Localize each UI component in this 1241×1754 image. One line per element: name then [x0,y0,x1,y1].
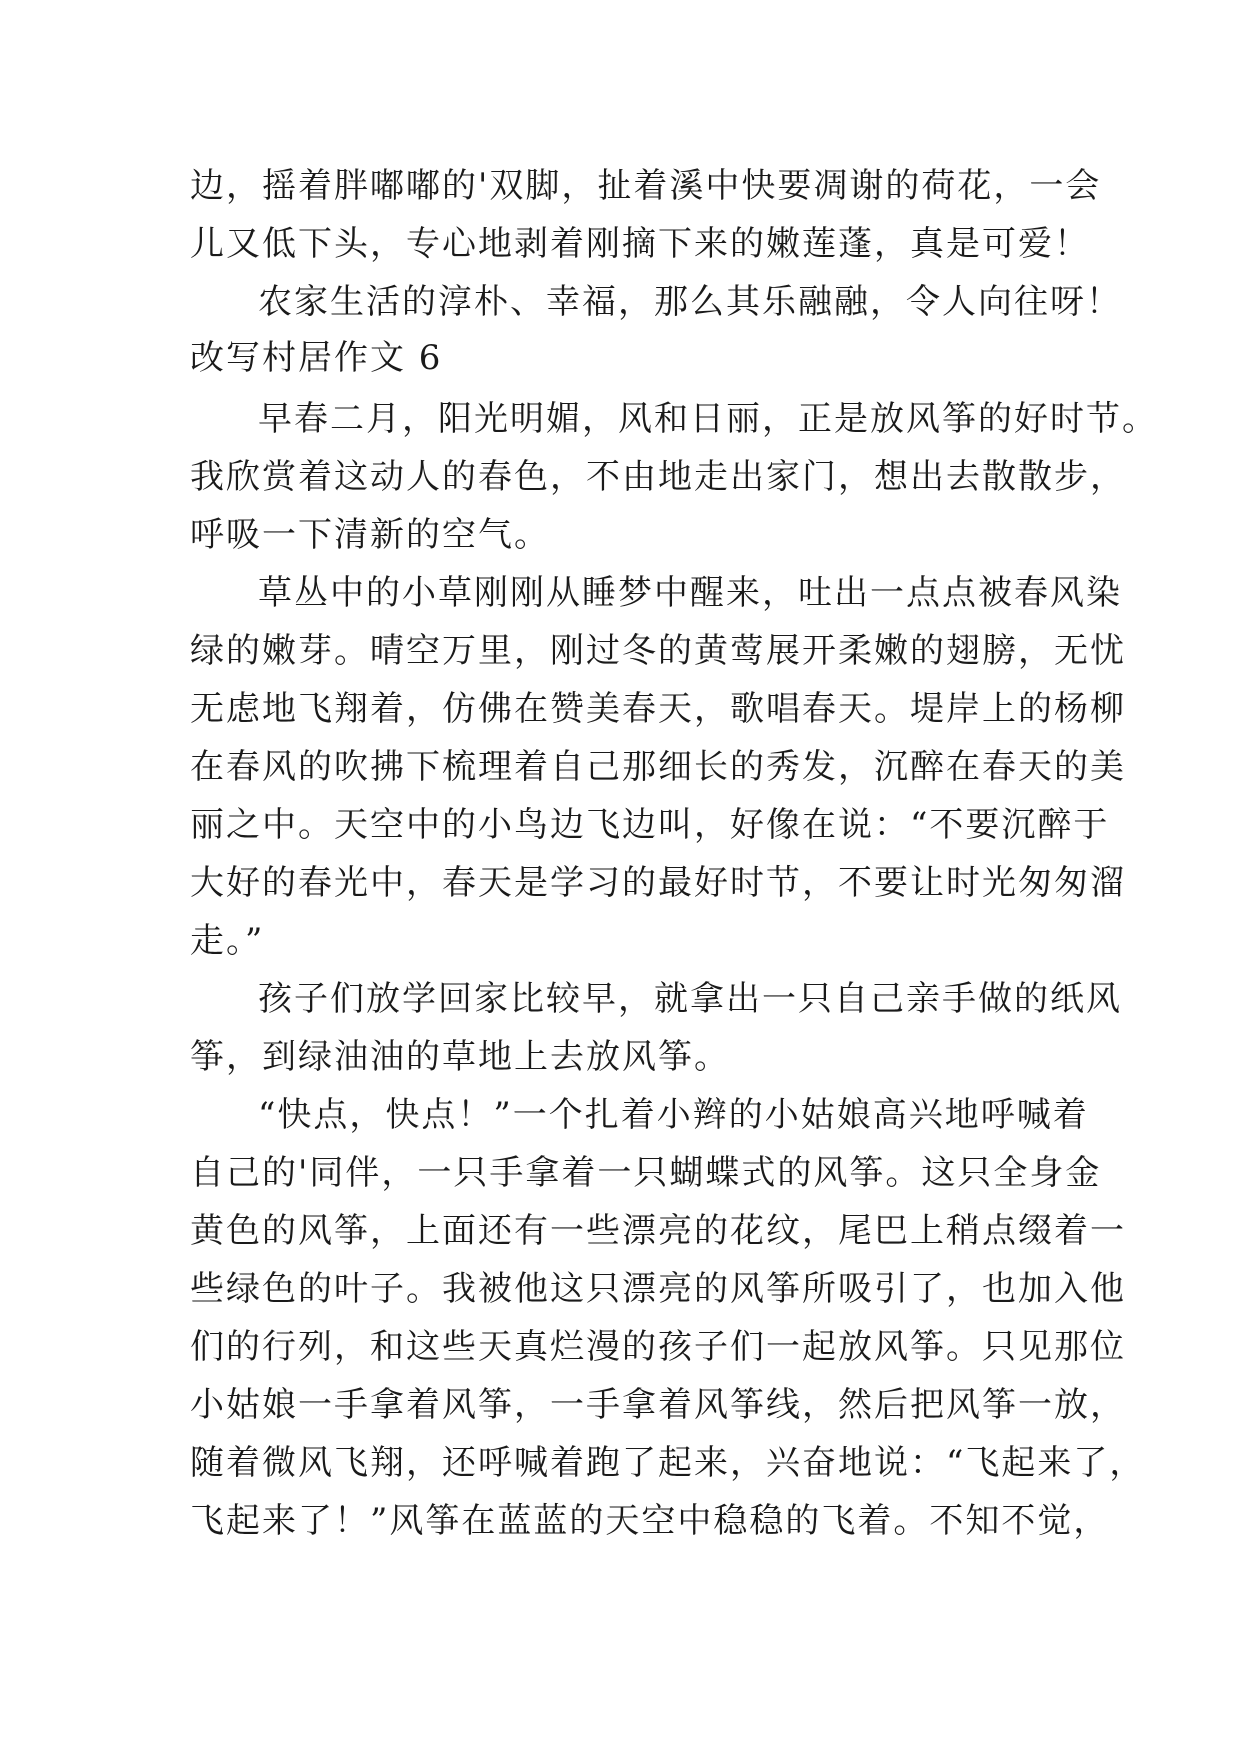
paragraph-first-line: “快点，快点！”一个扎着小辫的小姑娘高兴地呼喊着 [258,1095,1089,1135]
text-line: 边，摇着胖嘟嘟的'双脚，扯着溪中快要凋谢的荷花，一会 [190,166,1102,206]
text-line: 自己的'同伴，一只手拿着一只蝴蝶式的风筝。这只全身金 [190,1153,1102,1193]
text-line: 筝，到绿油油的草地上去放风筝。 [190,1037,730,1077]
paragraph-first-line: 农家生活的淳朴、幸福，那么其乐融融，令人向往呀！ [258,282,1122,322]
text-line: 飞起来了！”风筝在蓝蓝的天空中稳稳的飞着。不知不觉， [190,1501,1110,1541]
text-line: 走。” [190,921,265,961]
text-line: 随着微风飞翔，还呼喊着跑了起来，兴奋地说：“飞起来了， [190,1443,1146,1483]
section-title: 改写村居作文 6 [190,338,443,378]
text-line: 绿的嫩芽。晴空万里，刚过冬的黄莺展开柔嫩的翅膀，无忧 [190,631,1126,671]
text-line: 儿又低下头，专心地剥着刚摘下来的嫩莲蓬，真是可爱！ [190,224,1090,264]
paragraph-first-line: 孩子们放学回家比较早，就拿出一只自己亲手做的纸风 [258,979,1122,1019]
text-line: 呼吸一下清新的空气。 [190,515,550,555]
text-line: 大好的春光中，春天是学习的最好时节，不要让时光匆匆溜 [190,863,1126,903]
text-line: 我欣赏着这动人的春色，不由地走出家门，想出去散散步， [190,457,1126,497]
text-line: 些绿色的叶子。我被他这只漂亮的风筝所吸引了，也加入他 [190,1269,1126,1309]
text-line: 们的行列，和这些天真烂漫的孩子们一起放风筝。只见那位 [190,1327,1126,1367]
paragraph-first-line: 草丛中的小草刚刚从睡梦中醒来，吐出一点点被春风染 [258,573,1122,613]
text-line: 黄色的风筝，上面还有一些漂亮的花纹，尾巴上稍点缀着一 [190,1211,1126,1251]
text-line: 丽之中。天空中的小鸟边飞边叫，好像在说：“不要沉醉于 [190,805,1110,845]
text-line: 在春风的吹拂下梳理着自己那细长的秀发，沉醉在春天的美 [190,747,1126,787]
paragraph-first-line: 早春二月，阳光明媚，风和日丽，正是放风筝的好时节。 [258,399,1158,439]
text-line: 无虑地飞翔着，仿佛在赞美春天，歌唱春天。堤岸上的杨柳 [190,689,1126,729]
text-line: 小姑娘一手拿着风筝，一手拿着风筝线，然后把风筝一放， [190,1385,1126,1425]
